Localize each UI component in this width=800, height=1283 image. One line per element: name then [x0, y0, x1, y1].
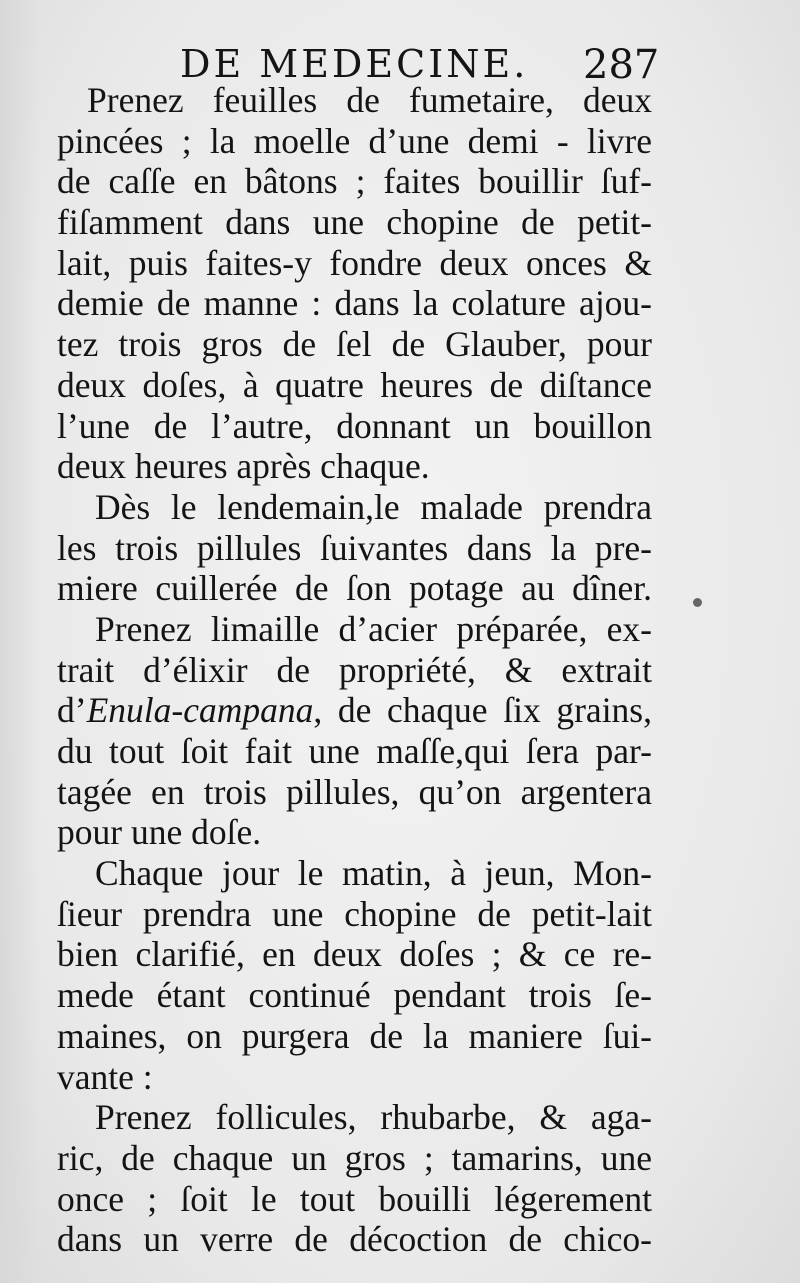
text-line: vante :	[57, 1056, 153, 1097]
text-line: fiſamment dans une chopine de petit-	[57, 202, 652, 243]
text-line: Prenez follicules, rhubarbe, & aga-	[95, 1097, 652, 1138]
text-line: pincées ; la moelle d’une demi - livre	[57, 120, 652, 161]
ink-spot	[693, 598, 702, 607]
text-line: de caſſe en bâtons ; faites bouillir ſuf-	[57, 161, 652, 202]
text-line: ſieur prendra une chopine de petit-lait	[57, 893, 652, 934]
text-line: demie de manne : dans la colature ajou-	[57, 283, 652, 324]
text-line: tagée en trois pillules, qu’on argentera	[57, 771, 652, 812]
text-line: pour une doſe.	[57, 812, 262, 853]
text-line: miere cuillerée de ſon potage au dîner.	[57, 568, 652, 609]
text-line: deux doſes, à quatre heures de diſtance	[57, 364, 652, 405]
text-line: dans un verre de décoction de chico-	[57, 1219, 652, 1260]
text-line: tez trois gros de ſel de Glauber, pour	[57, 324, 652, 365]
text-line: maines, on purgera de la maniere ſui-	[57, 1015, 652, 1056]
italic-term: Enula-campana	[86, 690, 314, 731]
text-line: Chaque jour le matin, à jeun, Mon-	[95, 853, 652, 894]
text-line: deux heures après chaque.	[57, 446, 430, 487]
text-line: trait d’élixir de propriété, & extrait	[57, 649, 652, 690]
text-line: lait, puis faites-y fondre deux onces &	[57, 242, 652, 283]
page-number: 287	[583, 42, 660, 88]
text-line: d’Enula-campana, de chaque ſix grains,	[57, 690, 652, 731]
text-line: Prenez feuilles de fumetaire, deux	[87, 80, 652, 120]
text-line: bien clarifié, en deux doſes ; & ce re-	[57, 934, 652, 975]
text-line: Dès le lendemain,le malade prendra	[95, 486, 652, 527]
text-line: l’une de l’autre, donnant un bouillon	[57, 405, 652, 446]
text-line: les trois pillules ſuivantes dans la pre-	[57, 527, 652, 568]
text-line: ric, de chaque un gros ; tamarins, une	[57, 1137, 652, 1178]
text-line: Prenez limaille d’acier préparée, ex-	[95, 608, 652, 649]
gutter-shadow	[0, 0, 40, 1283]
text-line: mede étant continué pendant trois ſe-	[57, 975, 652, 1016]
text-line: once ; ſoit le tout bouilli légerement	[57, 1178, 652, 1219]
body-text	[57, 80, 652, 1260]
running-head: DE MEDECINE.	[180, 42, 529, 86]
text-line: du tout ſoit fait une maſſe,qui ſera par-	[57, 731, 652, 771]
